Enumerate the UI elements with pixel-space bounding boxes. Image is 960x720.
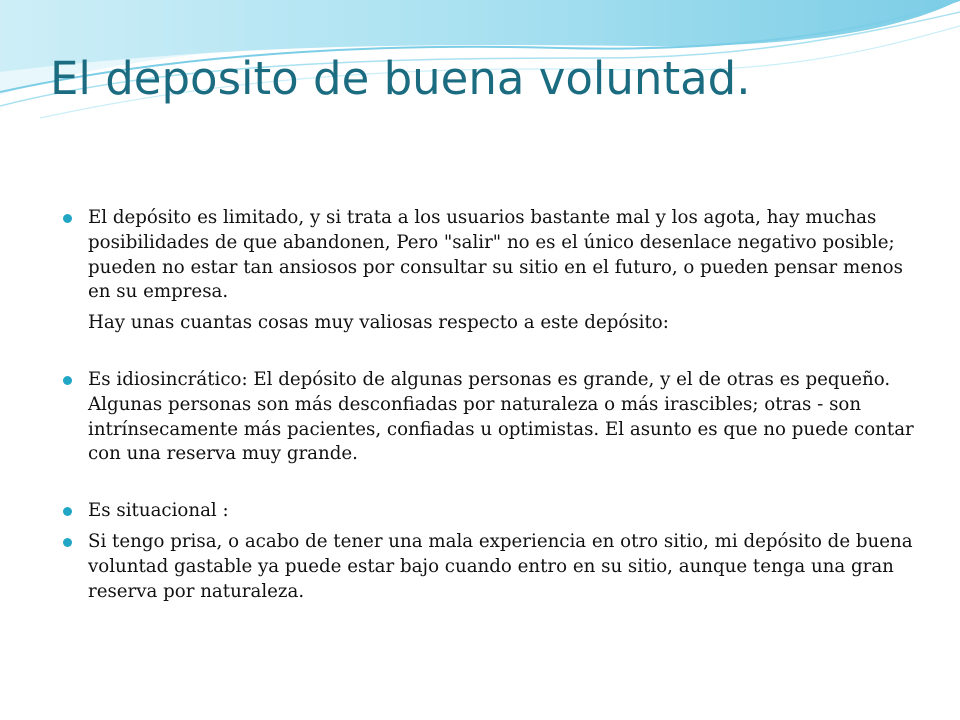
- bullet-paragraph-2: Es idiosincrático: El depósito de algunas personas es grande, y el de otras es pequeño. Algunas personas son más desconfiadas por naturaleza o más irascibles; otras - son intrínsecamente más pacientes, confiadas u optimistas. El asunto es que no puede contar con una reserva muy grande.: [62, 368, 922, 467]
- indented-paragraph: Hay unas cuantas cosas muy valiosas respecto a este depósito:: [88, 312, 669, 334]
- slide-body: [62, 206, 922, 604]
- bullet-paragraph-1: El depósito es limitado, y si trata a los usuarios bastante mal y los agota, hay muchas posibilidades de que abandonen, Pero "salir" no es el único desenlace negativo posible; pueden no estar tan ansiosos por consultar su sitio en el futuro, o pueden pensar menos en su empresa.: [62, 206, 922, 305]
- bullet-paragraph-4: Si tengo prisa, o acabo de tener una mala experiencia en otro sitio, mi depósito de buena voluntad gastable ya puede estar bajo cuando entro en su sitio, aunque tenga una gran reserva por naturaleza.: [62, 530, 922, 604]
- slide-title: El deposito de buena voluntad.: [50, 52, 751, 105]
- bullet-paragraph-3: Es situacional :: [62, 499, 922, 524]
